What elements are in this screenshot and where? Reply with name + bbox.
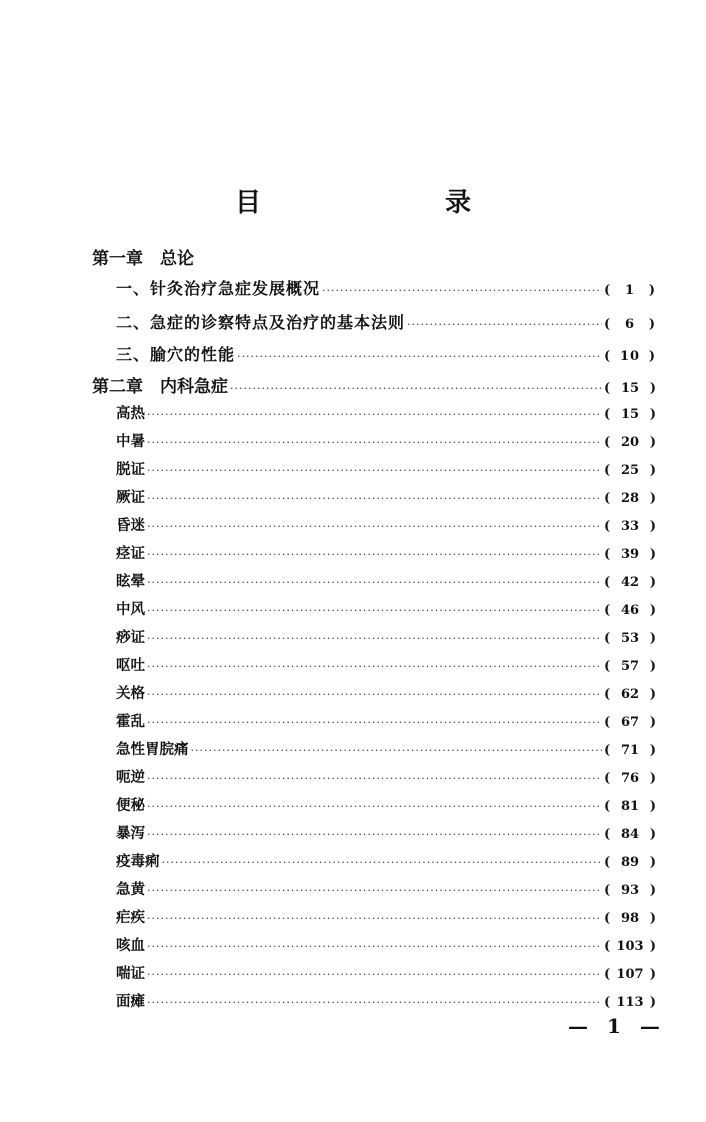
toc-page-ref: ( 81 ) [604, 799, 656, 814]
toc-chapter-label: 第一章 总论 [92, 249, 194, 269]
toc-entry-label: 急性胃脘痛 [116, 741, 189, 758]
toc-page-number: 25 [620, 463, 640, 478]
toc-page-number: 10 [619, 349, 641, 364]
toc-item[interactable] [116, 598, 656, 624]
toc-item[interactable] [116, 626, 656, 652]
toc-page-ref: ( 25 ) [604, 463, 656, 478]
toc-entry-label: 暴泻 [116, 825, 145, 842]
dot-leader [147, 716, 602, 729]
toc-item[interactable] [116, 542, 656, 568]
toc-item[interactable] [116, 682, 656, 708]
toc-page-ref: ( 33 ) [604, 519, 656, 534]
toc-page-ref: ( 98 ) [604, 911, 656, 926]
dot-leader [147, 772, 602, 785]
toc-page-ref: ( 1 ) [604, 283, 656, 298]
dot-leader [162, 856, 603, 869]
toc-entry-label: 咳血 [116, 937, 145, 954]
toc-section[interactable] [116, 342, 656, 368]
toc-item[interactable] [116, 850, 656, 876]
toc-item[interactable] [116, 458, 656, 484]
toc-section[interactable] [116, 310, 656, 336]
toc-item[interactable] [116, 766, 656, 792]
dot-leader [147, 492, 602, 505]
toc-page-ref: ( 71 ) [604, 743, 656, 758]
toc-page-ref: ( 6 ) [604, 317, 656, 332]
toc-item[interactable] [116, 878, 656, 904]
toc-page-number: 46 [620, 603, 640, 618]
toc-item[interactable] [116, 822, 656, 848]
toc-entry-label: 面瘫 [116, 993, 145, 1010]
toc-page-ref: ( 46 ) [604, 603, 656, 618]
toc-entry-label: 昏迷 [116, 517, 145, 534]
toc-entry-label: 厥证 [116, 489, 145, 506]
toc-page-number: 57 [620, 659, 640, 674]
toc-item[interactable] [116, 962, 656, 988]
toc-entry-label: 霍乱 [116, 713, 145, 730]
toc-entry-label: 关格 [116, 685, 145, 702]
dot-leader [147, 464, 602, 477]
toc-chapter-label: 第二章 内科急症 [92, 377, 228, 397]
toc-item[interactable] [116, 514, 656, 540]
dot-leader [147, 576, 602, 589]
toc-entry-label: 中暑 [116, 433, 145, 450]
toc-page-number: 71 [620, 743, 640, 758]
toc-entry-label: 中风 [116, 601, 145, 618]
toc-item[interactable] [116, 430, 656, 456]
toc-page-number: 33 [620, 519, 640, 534]
toc-entry-label: 疟疾 [116, 909, 145, 926]
toc-page-ref: ( 76 ) [604, 771, 656, 786]
toc-page-ref: ( 113 ) [604, 995, 656, 1010]
toc-entry-label: 喘证 [116, 965, 145, 982]
dot-leader [407, 318, 602, 331]
toc-item[interactable] [116, 934, 656, 960]
toc-page-number: 15 [620, 381, 640, 396]
toc-page-ref: ( 84 ) [604, 827, 656, 842]
toc-entry-label: 呕吐 [116, 657, 145, 674]
toc-entry-label: 三、腧穴的性能 [116, 345, 236, 364]
toc-page-ref: ( 107 ) [604, 967, 656, 982]
toc-page-ref: ( 15 ) [604, 381, 656, 396]
toc-page-number: 76 [620, 771, 640, 786]
toc-page-ref: ( 20 ) [604, 435, 656, 450]
toc-entry-label: 便秘 [116, 797, 145, 814]
toc-page-number: 53 [620, 631, 640, 646]
dot-leader [147, 688, 602, 701]
toc-entry-label: 高热 [116, 405, 145, 422]
toc-entry-label: 呃逆 [116, 769, 145, 786]
dot-leader [147, 884, 602, 897]
toc-page-ref: ( 10 ) [604, 349, 656, 364]
toc-page-number: 93 [620, 883, 640, 898]
toc-page-number: 67 [620, 715, 640, 730]
dot-leader [147, 408, 602, 421]
page-title: 目 录 [234, 188, 515, 218]
toc-page-number: 84 [620, 827, 640, 842]
dot-leader [147, 912, 602, 925]
dot-leader [147, 996, 602, 1009]
toc-item[interactable] [116, 486, 656, 512]
toc-page-ref: ( 42 ) [604, 575, 656, 590]
toc-item[interactable] [116, 738, 656, 764]
toc-item[interactable] [116, 990, 656, 1016]
toc-page-ref: ( 67 ) [604, 715, 656, 730]
toc-page-number: 89 [620, 855, 640, 870]
toc-page-ref: ( 103 ) [604, 939, 656, 954]
toc-item[interactable] [116, 570, 656, 596]
toc-entry-label: 急黄 [116, 881, 145, 898]
dot-leader [191, 744, 603, 757]
toc-item[interactable] [116, 906, 656, 932]
dot-leader [147, 436, 602, 449]
dot-leader [147, 604, 602, 617]
toc-item[interactable] [116, 794, 656, 820]
toc-entry-label: 二、急症的诊察特点及治疗的基本法则 [116, 313, 406, 332]
toc-page-ref: ( 15 ) [604, 407, 656, 422]
dot-leader [147, 828, 602, 841]
dot-leader [147, 968, 602, 981]
toc-chapter-2[interactable] [92, 372, 656, 398]
toc-entry-label: 一、针灸治疗急症发展概况 [116, 279, 321, 298]
toc-page-number: 1 [624, 283, 636, 298]
toc-page-number: 39 [620, 547, 640, 562]
toc-item[interactable] [116, 710, 656, 736]
toc-page-number: 81 [620, 799, 640, 814]
toc-page-ref: ( 89 ) [604, 855, 656, 870]
toc-page-ref: ( 53 ) [604, 631, 656, 646]
toc-entry-label: 眩晕 [116, 573, 145, 590]
toc-entry-label: 疫毒痢 [116, 853, 160, 870]
toc-page-number: 42 [620, 575, 640, 590]
dot-leader [147, 632, 602, 645]
dot-leader [147, 940, 602, 953]
toc-page-number: 107 [616, 967, 644, 982]
toc-page-number: 15 [620, 407, 640, 422]
dot-leader [322, 284, 602, 297]
toc-page-number: 6 [624, 317, 636, 332]
toc-entry-label: 痧证 [116, 629, 145, 646]
toc-page-ref: ( 28 ) [604, 491, 656, 506]
dot-leader [147, 800, 602, 813]
dot-leader [147, 520, 602, 533]
toc-page-number: 113 [616, 995, 644, 1010]
toc-page-number: 62 [620, 687, 640, 702]
toc-page-ref: ( 39 ) [604, 547, 656, 562]
toc-page-ref: ( 93 ) [604, 883, 656, 898]
dot-leader [237, 350, 602, 363]
dot-leader [230, 382, 602, 395]
toc-page-ref: ( 57 ) [604, 659, 656, 674]
toc-item[interactable] [116, 402, 656, 428]
toc-entry-label: 脱证 [116, 461, 145, 478]
footer-page-number: — 1 — [568, 1014, 666, 1038]
toc-page-number: 28 [620, 491, 640, 506]
dot-leader [147, 660, 602, 673]
toc-chapter-1[interactable] [92, 244, 194, 270]
toc-page-number: 20 [620, 435, 640, 450]
toc-section[interactable] [116, 276, 656, 302]
toc-page-number: 103 [616, 939, 644, 954]
toc-entry-label: 痉证 [116, 545, 145, 562]
toc-item[interactable] [116, 654, 656, 680]
toc-page-ref: ( 62 ) [604, 687, 656, 702]
toc-page-number: 98 [620, 911, 640, 926]
dot-leader [147, 548, 602, 561]
